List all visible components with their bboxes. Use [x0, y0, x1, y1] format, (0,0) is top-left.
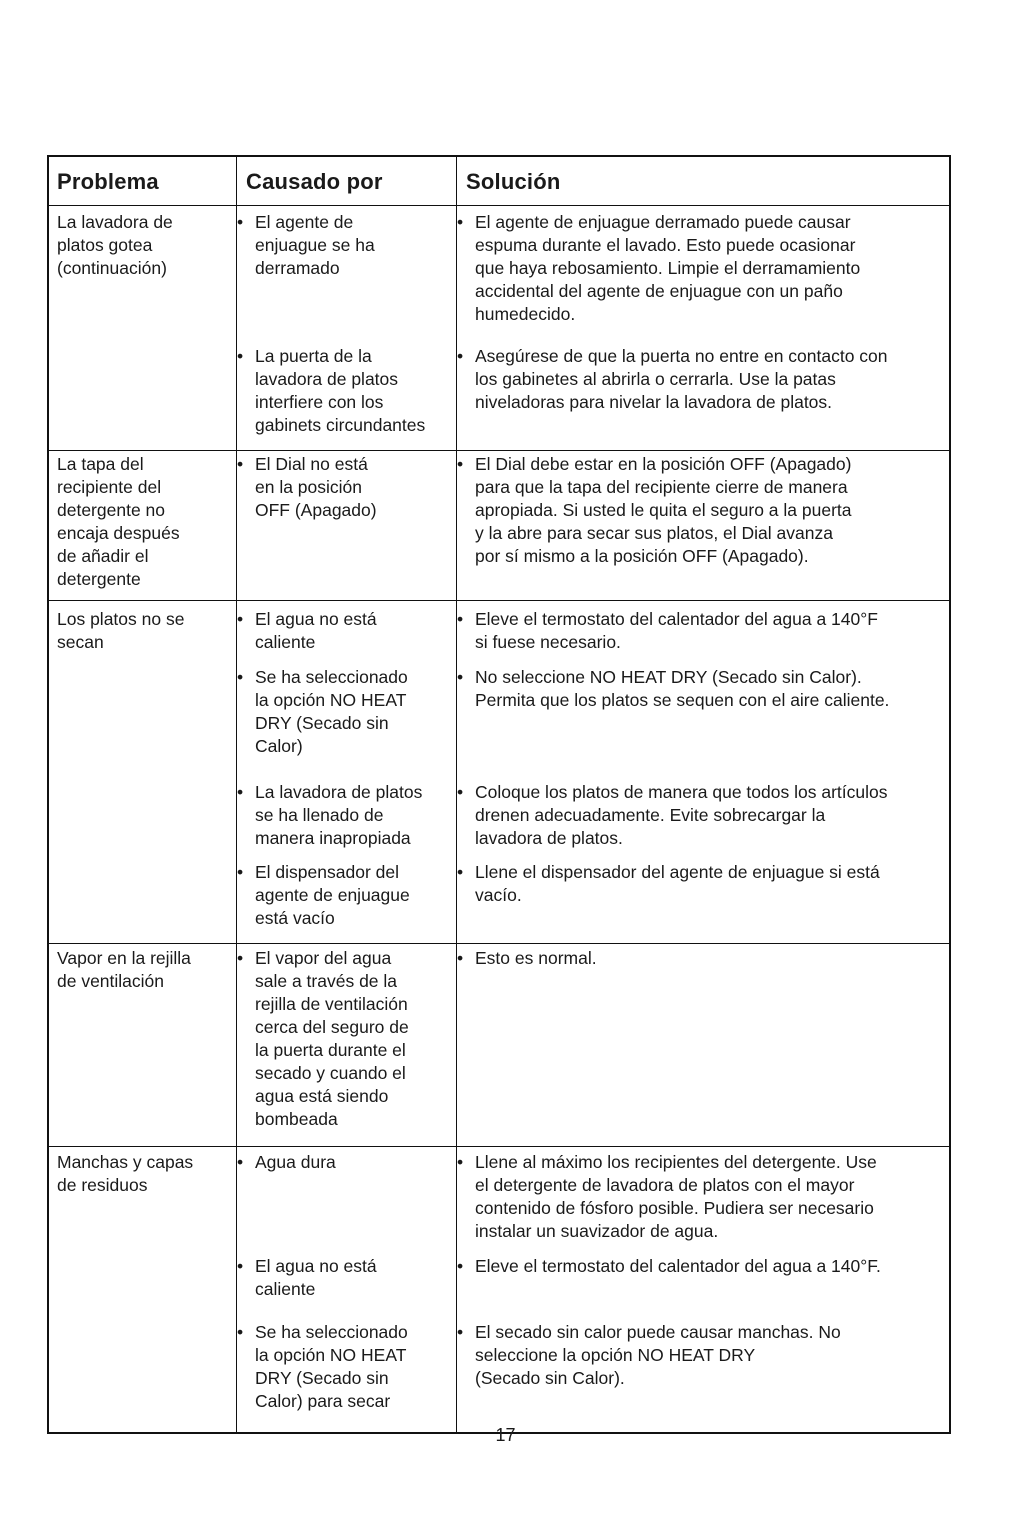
solution-item: • Eleve el termostato del calentador del agua a 140°F si fuese necesario.	[457, 609, 878, 652]
problem-text: Manchas y capas de residuos	[57, 1152, 194, 1195]
problem-text: Vapor en la rejilla de ventilación	[57, 948, 191, 991]
solution-item: • El Dial debe estar en la posición OFF (Apagado) para que la tapa del recipiente cierre de manera apropiada. Si usted le quita el seguro a la puerta y la abre para secar sus platos, el Dial avanza por sí mismo a la posición OFF (Apagado).	[457, 454, 852, 566]
cause-item: • El vapor del agua sale a través de la rejilla de ventilación cerca del seguro de la puerta durante el secado y cuando el agua está siendo bombeada	[237, 948, 409, 1129]
solution-item: • El secado sin calor puede causar manchas. No seleccione la opción NO HEAT DRY (Secado sin Calor).	[457, 1322, 841, 1388]
table-row	[49, 451, 949, 601]
header-solution: Solución	[466, 169, 561, 194]
cause-item: • Se ha seleccionado la opción NO HEAT DRY (Secado sin Calor)	[237, 667, 408, 756]
cause-item: • Agua dura	[237, 1152, 336, 1172]
solution-item: • El agente de enjuague derramado puede causar espuma durante el lavado. Esto puede ocasionar que haya rebosamiento. Limpie el derramamiento accidental del agente de enjuague con un paño humedecido.	[457, 212, 861, 324]
cause-item: • El agua no está caliente	[237, 609, 377, 652]
cause-item: • La puerta de la lavadora de platos interfiere con los gabinets circundantes	[237, 346, 426, 435]
problem-text: La tapa del recipiente del detergente no encaja después de añadir el detergente	[57, 454, 180, 589]
troubleshooting-table	[47, 155, 951, 1434]
table-row	[49, 601, 949, 944]
table-row	[49, 1147, 949, 1432]
solution-item: • Asegúrese de que la puerta no entre en contacto con los gabinetes al abrirla o cerrarla. Use la patas niveladoras para nivelar la lavadora de platos.	[457, 346, 888, 412]
problem-text: La lavadora de platos gotea (continuación)	[57, 212, 173, 278]
cause-item: • El agente de enjuague se ha derramado	[237, 212, 375, 278]
solution-item: • Eleve el termostato del calentador del agua a 140°F.	[457, 1256, 881, 1276]
solution-item: • Coloque los platos de manera que todos los artículos drenen adecuadamente. Evite sobrecargar la lavadora de platos.	[457, 782, 888, 848]
header-cause: Causado por	[246, 169, 383, 194]
cause-item: • El dispensador del agente de enjuague está vacío	[237, 862, 410, 928]
solution-item: • No seleccione NO HEAT DRY (Secado sin Calor). Permita que los platos se sequen con el aire caliente.	[457, 667, 890, 710]
page-number: 17	[495, 1425, 516, 1445]
problem-text: Los platos no se secan	[57, 609, 185, 652]
cause-item: • El Dial no está en la posición OFF (Apagado)	[237, 454, 377, 520]
table-header	[49, 157, 949, 206]
solution-item: • Llene el dispensador del agente de enjuague si está vacío.	[457, 862, 880, 905]
cause-item: • La lavadora de platos se ha llenado de manera inapropiada	[237, 782, 423, 848]
cause-item: • Se ha seleccionado la opción NO HEAT DRY (Secado sin Calor) para secar	[237, 1322, 408, 1411]
header-problem: Problema	[57, 169, 159, 194]
solution-item: • Esto es normal.	[457, 948, 597, 968]
table-row	[49, 206, 949, 451]
table-row	[49, 944, 949, 1147]
cause-item: • El agua no está caliente	[237, 1256, 377, 1299]
solution-item: • Llene al máximo los recipientes del detergente. Use el detergente de lavadora de platos con el mayor contenido de fósforo posible. Pudiera ser necesario instalar un suavizador de agua.	[457, 1152, 877, 1241]
